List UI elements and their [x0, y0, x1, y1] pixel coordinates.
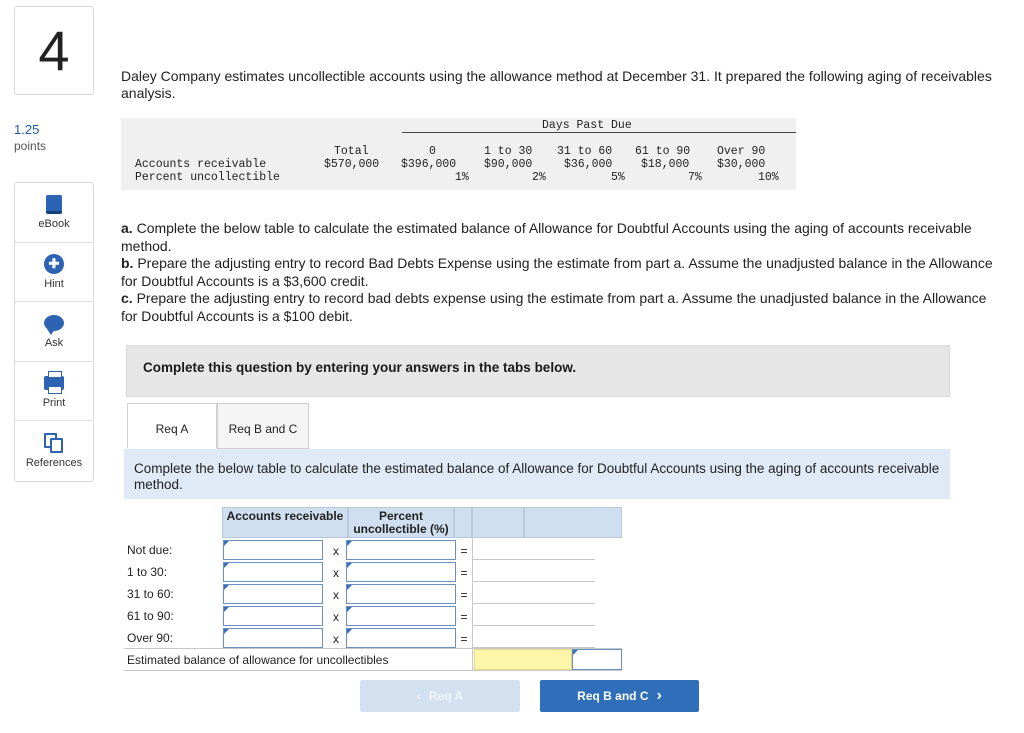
pct-61-90: 7%: [688, 171, 702, 184]
input-pct-61-90[interactable]: [346, 606, 456, 626]
tab-req-a[interactable]: Req A: [127, 403, 217, 449]
input-pct-1-30[interactable]: [346, 562, 456, 582]
row-label-31-60: 31 to 60:: [127, 587, 174, 601]
result-over-90: [473, 628, 595, 648]
pct-over-90: 10%: [758, 171, 779, 184]
col-31-60: 31 to 60: [557, 145, 613, 158]
equals-sign: =: [460, 566, 468, 580]
header-accounts-receivable: Accounts receivable: [222, 507, 348, 538]
allowance-calculation-table: [124, 507, 622, 671]
prev-req-label: Req A: [428, 689, 464, 703]
points-value: 1.25: [14, 122, 40, 137]
ar-61-90: $18,000: [641, 158, 690, 171]
hint-icon: ✚: [44, 254, 64, 274]
print-icon: [44, 373, 64, 393]
col-0: 0: [429, 145, 436, 158]
multiply-sign: x: [333, 588, 339, 602]
input-pct-31-60[interactable]: [346, 584, 456, 604]
print-button[interactable]: [15, 362, 93, 422]
row-label-over-90: Over 90:: [127, 631, 174, 645]
references-label: References: [25, 456, 83, 469]
aging-table: [121, 118, 796, 190]
references-icon: [44, 433, 64, 453]
chevron-left-icon: ‹: [416, 689, 421, 703]
hint-button[interactable]: [15, 243, 93, 303]
ebook-icon: [46, 194, 62, 214]
ar-total: $570,000: [324, 158, 380, 171]
row-percent-uncollectible-label: Percent uncollectible: [135, 171, 280, 184]
equals-sign: =: [460, 544, 468, 558]
hint-label: Hint: [44, 277, 64, 290]
ebook-label: eBook: [38, 218, 70, 231]
days-past-due-header: Days Past Due: [542, 119, 632, 132]
instruction-a: a. Complete the below table to calculate the estimated balance of Allowance for Doubtful Accounts using the aging of accounts receivable method.: [121, 220, 972, 254]
req-a-description-box: [124, 449, 950, 499]
tools-panel: [14, 182, 94, 482]
col-over-90: Over 90: [717, 145, 766, 158]
row-label-61-90: 61 to 90:: [127, 609, 174, 623]
question-number: 4: [14, 6, 94, 95]
ar-1-30: $90,000: [484, 158, 533, 171]
input-pct-over-90[interactable]: [346, 628, 456, 648]
complete-prompt-box: [126, 345, 950, 397]
references-button[interactable]: [15, 421, 93, 481]
result-61-90: [473, 606, 595, 626]
ar-over-90: $30,000: [717, 158, 766, 171]
row-label-not-due: Not due:: [127, 543, 173, 557]
ask-label: Ask: [44, 337, 64, 350]
instruction-b: b. Prepare the adjusting entry to record Bad Debts Expense using the estimate from part a. Assume the unadjusted balance in the Allowance for Doubtful Accounts is a $3,600 credit.: [121, 255, 993, 289]
input-ar-61-90[interactable]: [223, 606, 323, 626]
row-accounts-receivable-label: Accounts receivable: [135, 158, 267, 171]
ask-button[interactable]: [15, 302, 93, 362]
instruction-c: c. Prepare the adjusting entry to record bad debts expense using the estimate from part a. Assume the unadjusted balance in the Allowance for Doubtful Accounts is a $100 debit.: [121, 290, 987, 324]
equals-sign: =: [460, 588, 468, 602]
pct-0: 1%: [455, 171, 469, 184]
multiply-sign: x: [333, 544, 339, 558]
pct-31-60: 5%: [611, 171, 625, 184]
equals-sign: =: [460, 610, 468, 624]
prev-req-button[interactable]: [360, 680, 520, 712]
instructions: [121, 220, 1006, 325]
ebook-button[interactable]: [15, 183, 93, 243]
input-pct-not-due[interactable]: [346, 540, 456, 560]
next-req-button[interactable]: [540, 680, 699, 712]
row-label-1-30: 1 to 30:: [127, 565, 168, 579]
input-ar-not-due[interactable]: [223, 540, 323, 560]
input-ar-over-90[interactable]: [223, 628, 323, 648]
req-a-description: Complete the below table to calculate the estimated balance of Allowance for Doubtful Accounts using the aging of accounts receivable method.: [134, 461, 940, 492]
next-req-label: Req B and C: [577, 689, 649, 703]
input-estimated-balance[interactable]: [572, 649, 622, 670]
print-label: Print: [42, 396, 66, 409]
tab-req-b-and-c[interactable]: Req B and C: [217, 403, 309, 449]
complete-prompt: Complete this question by entering your answers in the tabs below.: [143, 360, 577, 375]
ask-icon: [44, 313, 64, 333]
header-percent-uncollectible: Percent uncollectible (%): [348, 507, 454, 538]
col-total: Total: [334, 145, 369, 158]
days-past-due-rule: [402, 132, 796, 133]
col-1-30: 1 to 30: [484, 145, 533, 158]
multiply-sign: x: [333, 610, 339, 624]
result-31-60: [473, 584, 595, 604]
result-not-due: [473, 540, 595, 560]
ar-31-60: $36,000: [564, 158, 613, 171]
col-61-90: 61 to 90: [635, 145, 691, 158]
ar-0: $396,000: [401, 158, 457, 171]
total-label: Estimated balance of allowance for uncollectibles: [127, 653, 389, 667]
question-intro: Daley Company estimates uncollectible accounts using the allowance method at December 31. It prepared the following aging of receivables analysis.: [121, 68, 992, 101]
total-highlight-cell: [474, 649, 572, 670]
input-ar-1-30[interactable]: [223, 562, 323, 582]
pct-1-30: 2%: [532, 171, 546, 184]
result-1-30: [473, 562, 595, 582]
chevron-right-icon: ›: [656, 687, 662, 704]
multiply-sign: x: [333, 632, 339, 646]
multiply-sign: x: [333, 566, 339, 580]
points-label: points: [14, 139, 47, 153]
equals-sign: =: [460, 632, 468, 646]
input-ar-31-60[interactable]: [223, 584, 323, 604]
